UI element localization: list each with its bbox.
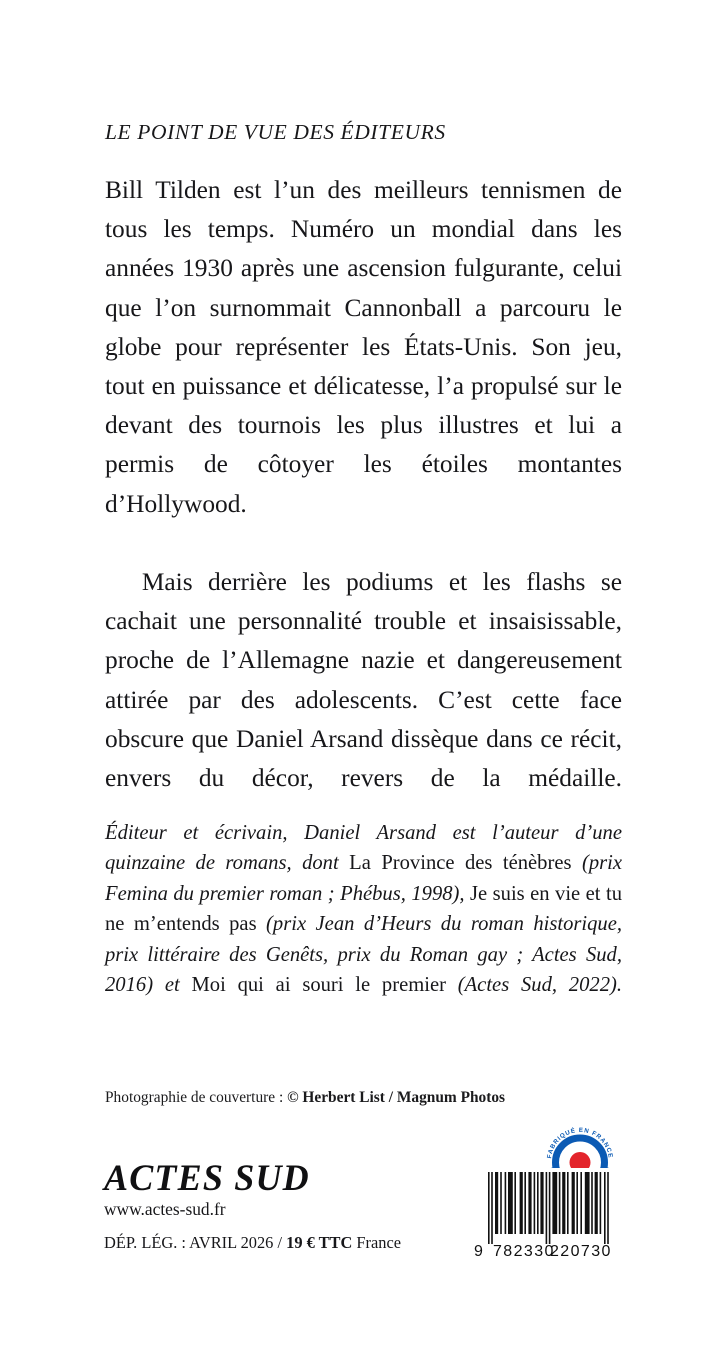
publisher-website-url[interactable]: www.actes-sud.fr [104,1199,226,1219]
price-country: France [352,1233,402,1252]
author-bio-block [105,818,622,1031]
bio-work-title: Moi qui ai souri le premier [191,974,458,997]
blurb-paragraph: Bill Tilden est l’un des meilleurs tennismen de tous les temps. Numéro un mondial dans les années 1930 après une ascension fulgurante, celui que l’on surnommait Cannonball a parcouru le globe pour représenter les États-Unis. Son jeu, tout en puissance et délicatesse, l’a propulsé sur le devant des tournois les plus illustres et lui a permis de côtoyer les étoiles montantes d’Hollywood. [105,176,622,518]
legal-deposit-line [104,1232,434,1253]
cover-photo-credit [105,1088,505,1108]
roundel-caption: FABRIQUÉ EN FRANCE [546,1126,614,1159]
barcode-digit-group: 9 [474,1243,483,1260]
bio-segment: Éditeur et écrivain, Daniel Arsand est l’auteur d’une quinzaine de romans, dont [105,822,622,875]
bio-segment: (prix Femina du premier roman ; Phébus, 1998), [105,852,622,905]
legal-deposit-date: DÉP. LÉG. : AVRIL 2026 / [104,1233,287,1252]
credit-source: © Herbert List / Magnum Photos [287,1089,506,1106]
bio-work-title: La Province des ténèbres [349,852,582,875]
blurb-text-block [105,171,622,837]
price-value: 19 € TTC [286,1233,353,1252]
credit-label: Photographie de couverture : [105,1089,288,1106]
bio-segment: (Actes Sud, 2022). [457,974,622,997]
barcode-digit-group: 782330 [493,1243,555,1260]
publisher-imprint-block [104,1158,434,1253]
publisher-logo-actes-sud: ACTES SUD [104,1156,310,1199]
barcode-digit-group: 220730 [550,1243,612,1260]
bio-work-title: Je suis en vie et tu ne m’entends pas [105,882,622,936]
ean13-barcode [470,1168,622,1260]
bio-segment: (prix Jean d’Heurs du roman historique, prix littéraire des Genêts, prix du Roman gay ; Actes Sud, 2016) et [105,913,622,997]
page-kicker-editors-viewpoint: LE POINT DE VUE DES ÉDITEURS [105,120,446,144]
blurb-paragraph: Mais derrière les podiums et les flashs se cachait une personnalité trouble et insaisissable, proche de l’Allemagne nazie et dangereusement attirée par des adolescents. C’est cette face obscure que Daniel Arsand dissèque dans ce récit, envers du décor, revers de la médaille. [105,568,622,793]
